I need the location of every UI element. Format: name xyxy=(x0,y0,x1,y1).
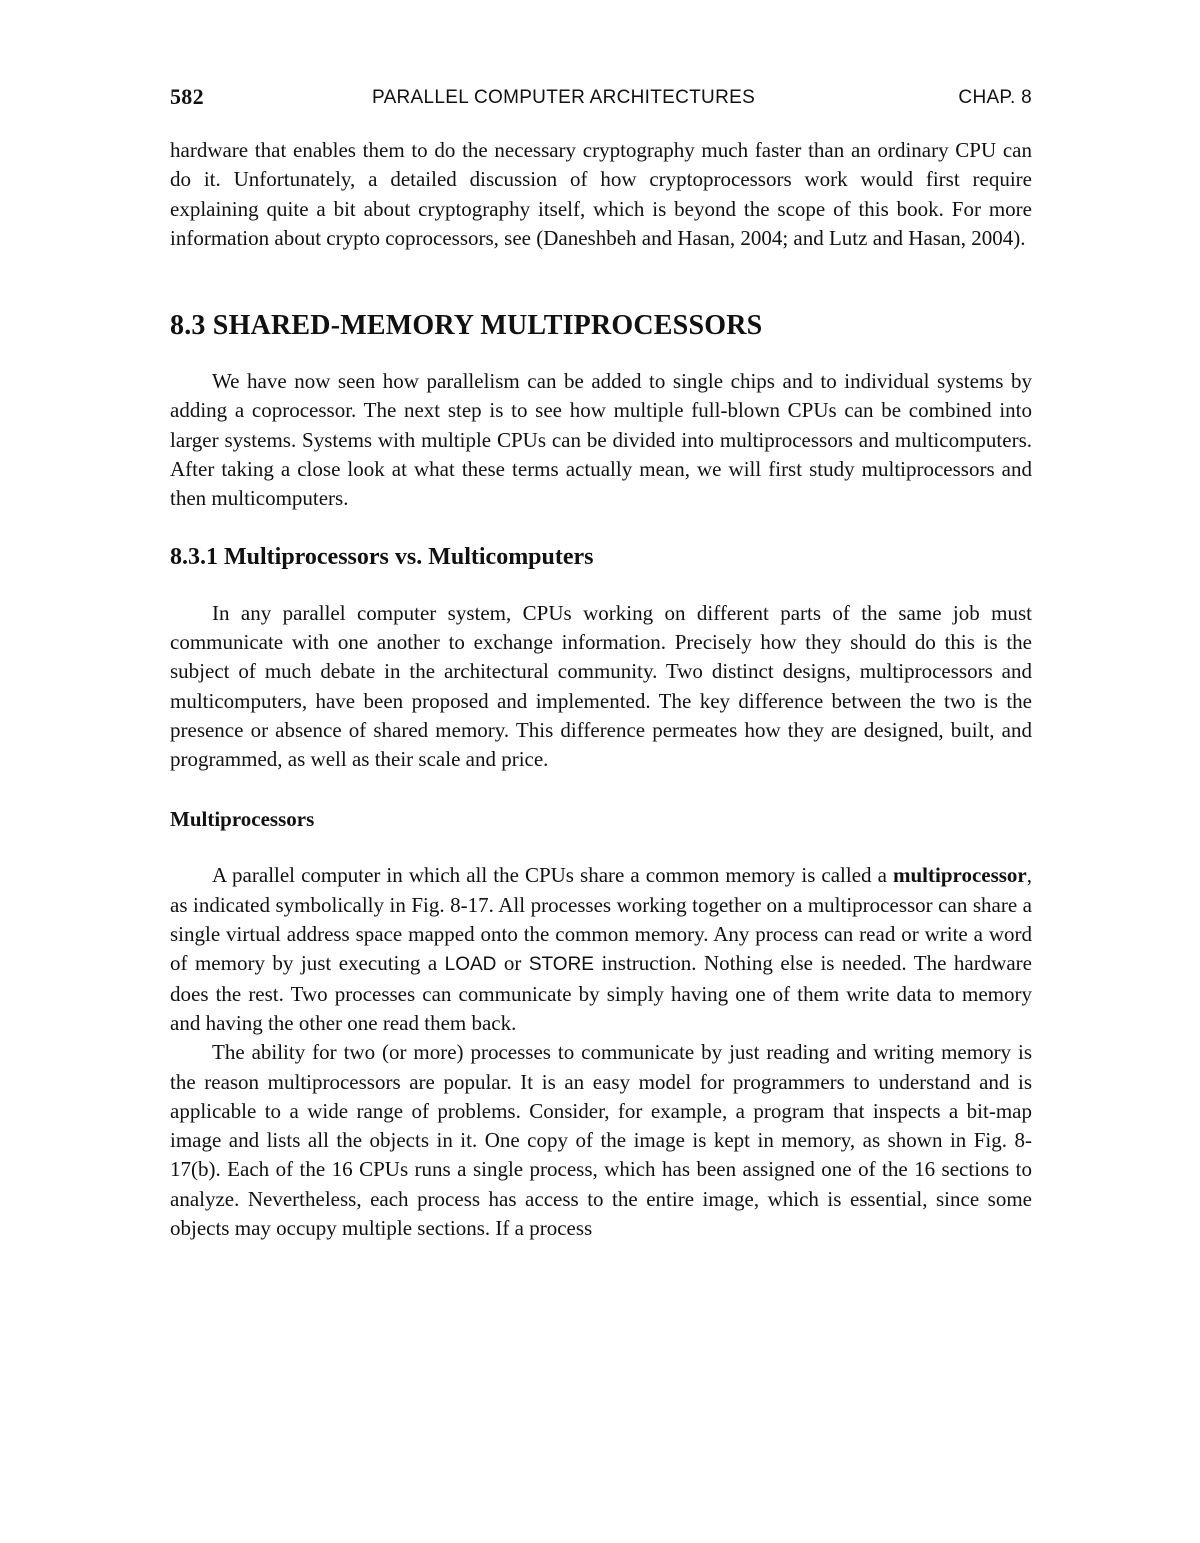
store-instruction: STORE xyxy=(528,954,594,976)
book-title: PARALLEL COMPUTER ARCHITECTURES xyxy=(372,87,756,108)
intro-paragraph: hardware that enables them to do the necessary cryptography much faster than an ordinary CPU can do it. Unfortunately, a detailed discussion of how cryptoprocessors work would first require explaining quite a bit about cryptography itself, which is beyond the scope of this book. For more information about crypto coprocessors, see (Daneshbeh and Hasan, 2004; and Lutz and Hasan, 2004). xyxy=(170,138,1032,250)
multiprocessors-heading: Multiprocessors xyxy=(170,807,315,832)
load-instruction: LOAD xyxy=(444,954,497,976)
paragraph-text: instruction. Nothing else is needed. The hardware does the rest. Two processes can communicate by simply having one of them write data to memory and having the other one read them back. xyxy=(170,951,1032,1035)
chapter-label: CHAP. 8 xyxy=(958,87,1032,108)
book-page xyxy=(170,80,1032,1243)
paragraph-text: A parallel computer in which all the CPUs share a common memory is called a xyxy=(212,863,893,888)
paragraph-text: , as indicated symbolically in Fig. 8-17. All processes working together on a multiprocessor can share a single virtual address space mapped onto the common memory. Any process can read or write a word of memory by just executing a xyxy=(170,863,1032,976)
term-multiprocessor: multiprocessor xyxy=(892,863,1027,888)
subsection-paragraph: In any parallel computer system, CPUs working on different parts of the same job must communicate with one another to exchange information. Precisely how they should do this is the subject of much debate in the architectural community. Two distinct designs, multiprocessors and multicomputers, have been proposed and implemented. The key difference between the two is the presence or absence of shared memory. This difference permeates how they are designed, built, and programmed, as well as their scale and price. xyxy=(170,600,1032,772)
running-head xyxy=(170,80,1032,120)
paragraph-text: or xyxy=(496,951,529,976)
subsection-heading: 8.3.1 Multiprocessors vs. Multicomputers xyxy=(170,543,594,570)
multiprocessors-paragraph-1 xyxy=(170,861,1032,1038)
section-paragraph: We have now seen how parallelism can be added to single chips and to individual systems by adding a coprocessor. The next step is to see how multiple full-blown CPUs can be combined into larger systems. Systems with multiple CPUs can be divided into multiprocessors and multicomputers. After taking a close look at what these terms actually mean, we will first study multiprocessors and then multicomputers. xyxy=(170,369,1032,511)
multiprocessors-paragraph-2: The ability for two (or more) processes to communicate by just reading and writing memory is the reason multiprocessors are popular. It is an easy model for programmers to understand and is applicable to a wide range of problems. Consider, for example, a program that inspects a bit-map image and lists all the objects in it. One copy of the image is kept in memory, as shown in Fig. 8-17(b). Each of the 16 CPUs runs a single process, which has been assigned one of the 16 sections to analyze. Nevertheless, each process has access to the entire image, which is essential, since some objects may occupy multiple sections. If a process xyxy=(170,1040,1032,1241)
page-number: 582 xyxy=(170,84,204,109)
section-heading: 8.3 SHARED-MEMORY MULTIPROCESSORS xyxy=(170,310,763,342)
